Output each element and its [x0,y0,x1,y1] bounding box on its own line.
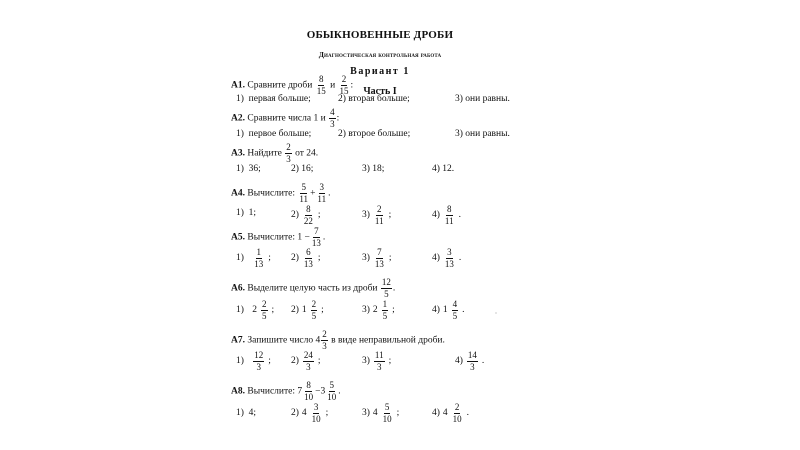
worksheet-title: ОБЫКНОВЕННЫЕ ДРОБИ [306,29,454,41]
fraction: $\frac{7}{13}$ [374,247,384,269]
option-a4-3[interactable]: 3) $\frac{2}{11}$ ; [362,204,392,226]
option-a3-2[interactable]: 2) 16; [291,164,314,174]
question-a1: A1. Сравните дроби $\frac{8}{15}$ и $\frac{2}{15}$ : [231,74,354,96]
option-a6-2[interactable]: 2) 1 $\frac{2}{5}$ ; [291,299,324,321]
scan-speck [495,312,497,314]
option-a6-3[interactable]: 3) 2 $\frac{1}{5}$ ; [362,299,395,321]
option-a2-2[interactable]: 2) второе больше; [338,129,411,139]
fraction: $\frac{8}{22}$ [303,204,313,226]
question-a2: A2. Сравните числа 1 и $\frac{4}{3}$ : [231,107,340,129]
fraction: $\frac{5}{11}$ [299,182,309,204]
option-a4-4[interactable]: 4) $\frac{8}{11}$ . [432,204,461,226]
fraction: $\frac{4}{5}$ [452,299,458,321]
option-a2-3[interactable]: 3) они равны. [455,129,510,139]
fraction: $\frac{5}{10}$ [382,402,392,424]
question-prompt: Найдите [247,148,282,159]
fraction: $\frac{4}{3}$ [330,107,335,129]
option-a5-2[interactable]: 2) $\frac{6}{13}$ ; [291,247,321,269]
option-a5-1[interactable]: 1) $\frac{1}{13}$ ; [236,247,271,269]
question-number: A7. [231,335,245,346]
fraction: $\frac{24}{3}$ [303,350,313,372]
fraction: $\frac{8}{15}$ [316,74,326,96]
option-a2-1[interactable]: 1) первое больше; [236,129,312,139]
question-a6: A6. Выделите целую часть из дроби $\frac{12}{5}$ . [231,277,396,299]
option-a4-1[interactable]: 1) 1; [236,208,257,218]
fraction: $\frac{1}{5}$ [382,299,388,321]
question-a3: A3. Найдите $\frac{2}{3}$ от 24. [231,142,319,164]
question-prompt: Запишите число [247,335,314,346]
question-number: A5. [231,232,245,243]
option-a1-3[interactable]: 3) они равны. [455,94,510,104]
fraction: $\frac{3}{10}$ [311,402,321,424]
question-number: A2. [231,113,245,124]
option-a3-3[interactable]: 3) 18; [362,164,385,174]
option-a4-2[interactable]: 2) $\frac{8}{22}$ ; [291,204,321,226]
fraction: $\frac{1}{13}$ [254,247,264,269]
part-label: Часть I [363,86,397,97]
fraction: $\frac{6}{13}$ [303,247,313,269]
option-a6-1[interactable]: 1) 2 $\frac{2}{5}$ ; [236,299,275,321]
question-number: A1. [231,80,245,91]
option-a6-4[interactable]: 4) 1 $\frac{4}{5}$ . [432,299,465,321]
fraction: $\frac{8}{11}$ [444,204,454,226]
option-a5-3[interactable]: 3) $\frac{7}{13}$ ; [362,247,392,269]
option-a8-3[interactable]: 3) 4 $\frac{5}{10}$ ; [362,402,400,424]
question-a8: A8. Вычислите: 7 $\frac{8}{10}$ −3 $\frac{5}{10}$ . [231,380,341,402]
fraction: $\frac{2}{11}$ [374,204,384,226]
fraction: $\frac{2}{5}$ [262,299,267,321]
variant-label: Вариант 1 [350,66,410,77]
option-a3-1[interactable]: 1) 36; [236,164,261,174]
fraction: $\frac{12}{5}$ [381,277,391,299]
question-prompt: Выделите целую часть из дроби [247,283,378,294]
worksheet-subtitle: Диагностическая контрольная работа [318,50,442,59]
question-a7: A7. Запишите число 4 $\frac{2}{3}$ в виде неправильной дроби. [231,329,445,351]
question-number: A3. [231,148,245,159]
option-a1-2[interactable]: 2) вторая больше; [338,94,410,104]
question-prompt: Сравните дроби [247,80,313,91]
option-a5-4[interactable]: 4) $\frac{3}{13}$ . [432,247,462,269]
fraction: $\frac{2}{10}$ [452,402,462,424]
question-prompt: Сравните числа 1 и [247,113,326,124]
option-a7-2[interactable]: 2) $\frac{24}{3}$ ; [291,350,321,372]
fraction: $\frac{8}{10}$ [304,380,314,402]
fraction: $\frac{5}{10}$ [327,380,337,402]
option-a1-1[interactable]: 1) первая больше; [236,94,311,104]
question-prompt: Вычислите: [247,386,296,397]
question-prompt: Вычислите: [247,232,296,243]
option-a8-1[interactable]: 1) 4; [236,408,257,418]
fraction: $\frac{2}{15}$ [339,74,349,96]
fraction: $\frac{3}{13}$ [444,247,454,269]
option-a3-4[interactable]: 4) 12. [432,164,455,174]
option-a7-4[interactable]: 4) $\frac{14}{3}$ . [455,350,485,372]
fraction: $\frac{2}{3}$ [322,329,327,351]
question-prompt: Вычислите: [247,188,296,199]
fraction: $\frac{3}{11}$ [317,182,327,204]
question-number: A8. [231,386,245,397]
fraction: $\frac{2}{5}$ [311,299,317,321]
fraction: $\frac{14}{3}$ [467,350,477,372]
fraction: $\frac{11}{3}$ [374,350,384,372]
question-a4: A4. Вычислите: $\frac{5}{11}$ + $\frac{3}{11}$ . [231,182,331,204]
question-number: A4. [231,188,245,199]
option-a8-2[interactable]: 2) 4 $\frac{3}{10}$ ; [291,402,329,424]
option-a7-3[interactable]: 3) $\frac{11}{3}$ ; [362,350,392,372]
question-number: A6. [231,283,245,294]
fraction: $\frac{7}{13}$ [311,226,321,248]
option-a8-4[interactable]: 4) 4 $\frac{2}{10}$ . [432,402,470,424]
fraction: $\frac{12}{3}$ [254,350,264,372]
question-a5: A5. Вычислите: 1 − $\frac{7}{13}$ . [231,226,326,248]
option-a7-1[interactable]: 1) $\frac{12}{3}$ ; [236,350,271,372]
fraction: $\frac{2}{3}$ [286,142,291,164]
